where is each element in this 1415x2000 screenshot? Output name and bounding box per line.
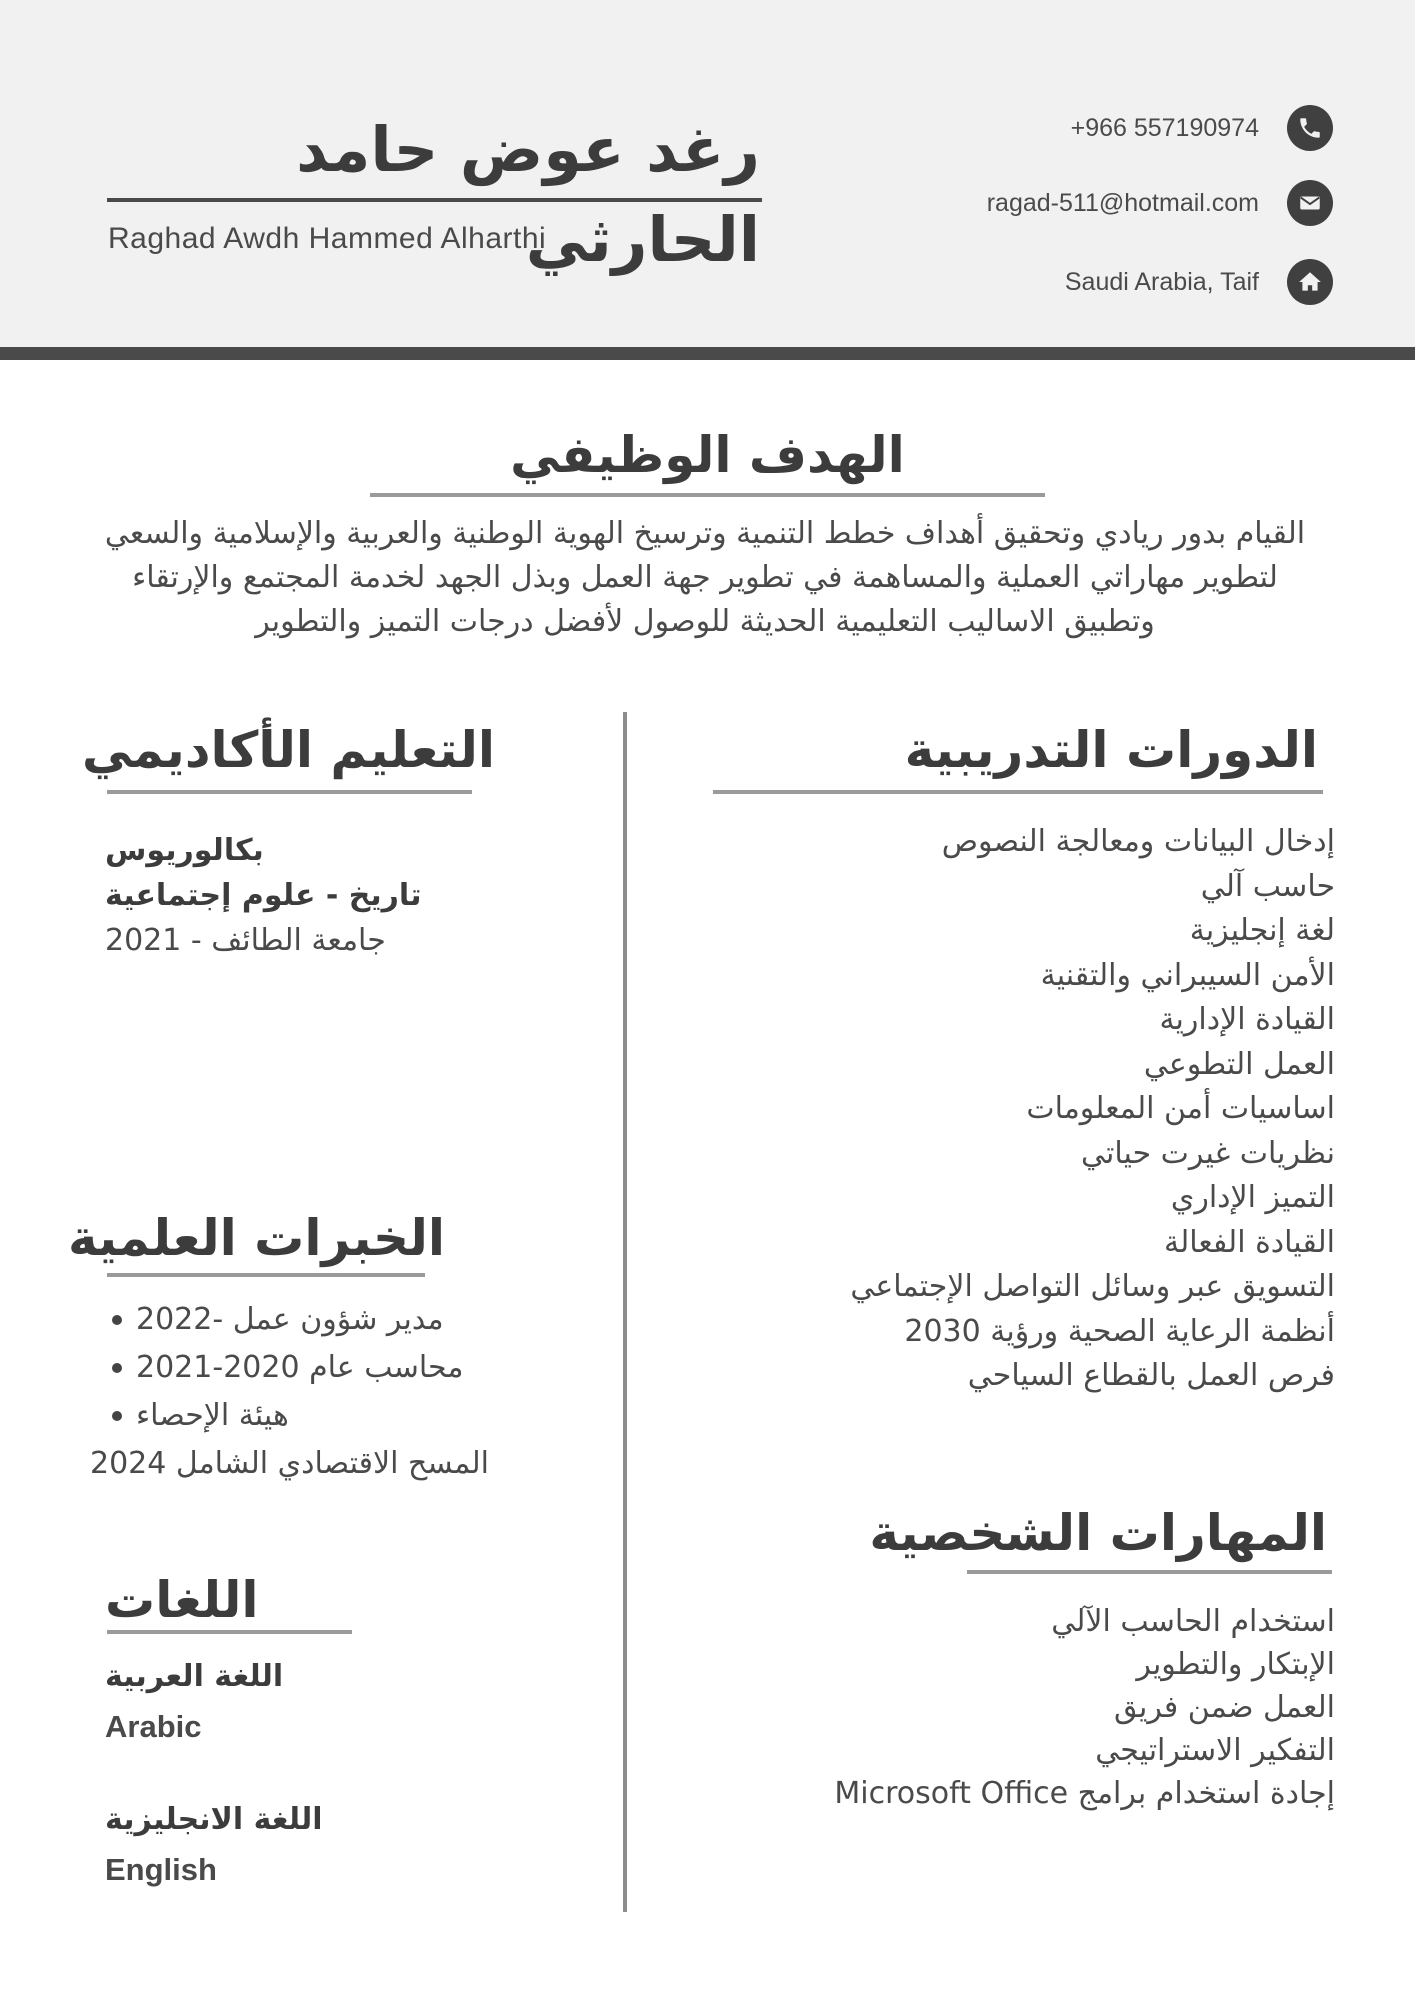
mail-icon (1287, 180, 1333, 226)
name-arabic: رغد عوض حامد الحارثي (296, 113, 760, 276)
education-title: التعليم الأكاديمي (81, 721, 495, 779)
list-item: إجادة استخدام برامج Microsoft Office (834, 1776, 1335, 1811)
education-degree: بكالوريوس (105, 833, 264, 868)
list-item: لغة إنجليزية (1189, 913, 1335, 948)
objective-text: القيام بدور ريادي وتحقيق أهداف خطط التنمية وترسيخ الهوية الوطنية والعربية والإسلامية والسعي لتطوير مهاراتي العملية والمساهمة في تطوير جهة العمل وبذل الجهد لخدمة المجتمع والإرتقاء وتطبيق الاساليب التعليمية الحديثة للوصول لأفضل درجات التميز والتطوير (104, 516, 1306, 639)
courses-title: الدورات التدريبية (904, 721, 1318, 779)
skills-list (834, 1600, 1335, 1815)
list-item: أنظمة الرعاية الصحية ورؤية 2030 (904, 1313, 1335, 1349)
home-icon (1287, 259, 1333, 305)
phone-text: +966 557190974 (1070, 113, 1259, 142)
skills-rule (967, 1570, 1332, 1574)
list-item: استخدام الحاسب الآلي (1051, 1604, 1335, 1639)
experience-list (90, 1296, 510, 1488)
list-item: فرص العمل بالقطاع السياحي (967, 1358, 1335, 1393)
list-item: الأمن السيبراني والتقنية (1040, 957, 1335, 993)
experience-title: الخبرات العلمية (67, 1209, 445, 1267)
location-text: Saudi Arabia, Taif (1064, 267, 1259, 296)
education-university: جامعة الطائف - 2021 (105, 923, 386, 958)
list-item: القيادة الفعالة (1164, 1224, 1335, 1260)
contact-phone (1071, 105, 1333, 151)
list-item: محاسب عام 2020-2021 (90, 1344, 510, 1392)
language-arabic-name: اللغة العربية (105, 1659, 284, 1694)
bullet-icon (112, 1315, 122, 1325)
education-block (105, 828, 525, 963)
list-item: إدخال البيانات ومعالجة النصوص (941, 824, 1335, 859)
languages-title: اللغات (105, 1571, 259, 1629)
list-item: حاسب آلي (1200, 868, 1335, 904)
languages-rule (107, 1630, 352, 1634)
skills-title: المهارات الشخصية (869, 1504, 1327, 1562)
list-item: العمل التطوعي (1143, 1046, 1335, 1082)
list-item: مدير شؤون عمل -2022 (90, 1296, 510, 1344)
list-item: العمل ضمن فريق (1113, 1690, 1335, 1725)
objective-rule (370, 493, 1045, 497)
column-divider (623, 712, 627, 1912)
bullet-icon (112, 1411, 122, 1421)
languages-list (105, 1652, 323, 1895)
name-english: Raghad Awdh Hammed Alharthi (108, 222, 547, 255)
contact-location (1065, 259, 1333, 305)
courses-list (850, 820, 1335, 1399)
list-item: التميز الإداري (1170, 1180, 1335, 1215)
experience-extra: المسح الاقتصادي الشامل 2024 (90, 1446, 489, 1481)
list-item: اساسيات أمن المعلومات (1026, 1091, 1335, 1126)
list-item: نظريات غيرت حياتي (1081, 1135, 1335, 1171)
courses-rule (713, 790, 1323, 794)
list-item: القيادة الإدارية (1159, 1002, 1335, 1037)
list-item: الإبتكار والتطوير (1136, 1647, 1335, 1682)
education-major: تاريخ - علوم إجتماعية (105, 878, 422, 913)
contact-email (987, 180, 1333, 226)
language-english-en: English (105, 1852, 217, 1887)
language-english-name: اللغة الانجليزية (105, 1802, 323, 1837)
objective-title: الهدف الوظيفي (510, 426, 905, 484)
name-underline (107, 198, 762, 202)
bullet-icon (112, 1363, 122, 1373)
phone-icon (1287, 105, 1333, 151)
list-item: التفكير الاستراتيجي (1095, 1733, 1335, 1768)
list-item: هيئة الإحصاء (90, 1392, 510, 1440)
email-text: ragad-511@hotmail.com (986, 188, 1259, 217)
header-divider (0, 347, 1415, 360)
education-rule (107, 790, 472, 794)
experience-rule (107, 1273, 425, 1277)
list-item: التسويق عبر وسائل التواصل الإجتماعي (850, 1269, 1335, 1304)
language-arabic-en: Arabic (105, 1709, 202, 1744)
